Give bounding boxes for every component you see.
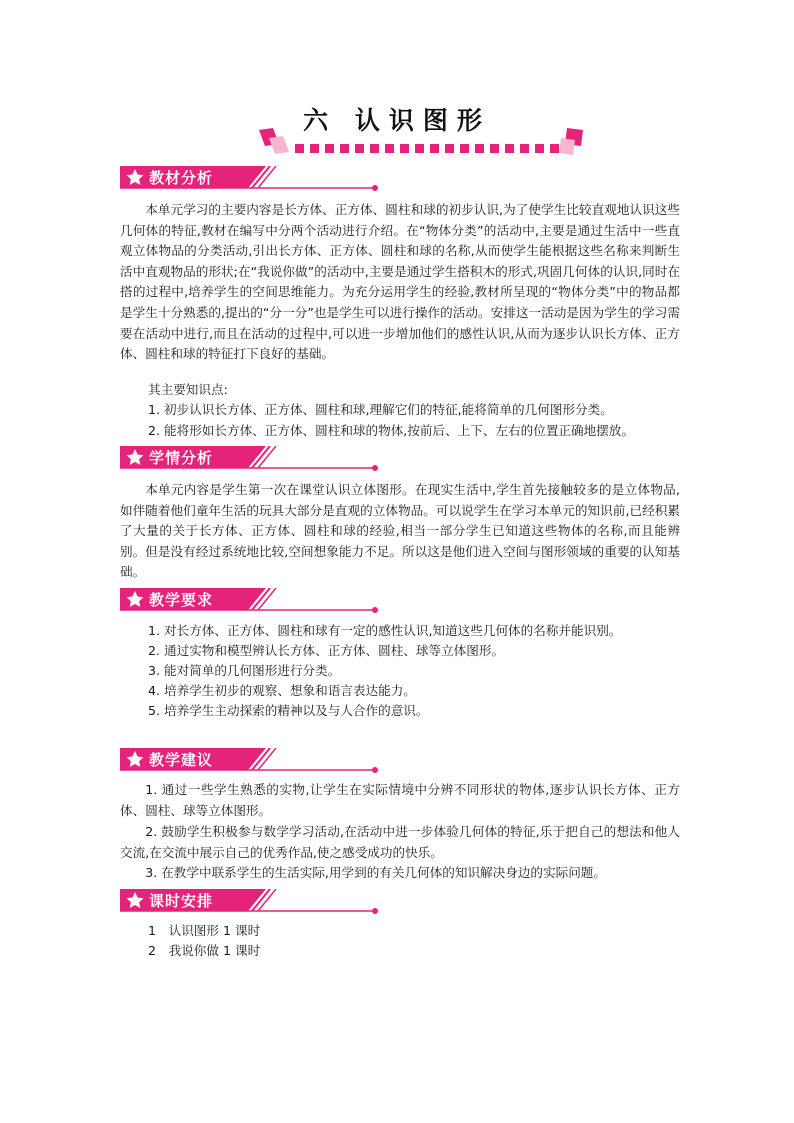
- list-item: 1. 对长方体、正方体、圆柱和球有一定的感性认识,知道这些几何体的名称并能识别。: [148, 623, 622, 638]
- list-item: 2 我说你做 1 课时: [148, 943, 261, 958]
- section-header-analysis: [120, 166, 380, 194]
- suggestion-item: 1. 通过一些学生熟悉的实物,让学生在实际情境中分辨不同形状的物体,逐步认识长方体、正方体、圆柱、球等立体图形。: [120, 782, 680, 818]
- analysis-paragraph: 本单元学习的主要内容是长方体、正方体、圆柱和球的初步认识,为了使学生比较直观地认识这些几何体的特征,教材在编写中分两个活动进行介绍。在“物体分类”的活动中,主要是通过生活中一些直观立体物品的分类活动,引出长方体、正方体、圆柱和球的名称,从而使学生能根据这些名称来判断生活中直观物品的形状;在“我说你做”的活动中,主要是通过学生搭积木的形式,巩固几何体的认识,同时在搭的过程中,培养学生的空间思维能力。为充分运用学生的经验,教材所呈现的“物体分类”中的物品都是学生十分熟悉的,提出的“分一分”也是学生可以进行操作的活动。安排这一活动是因为学生的学习需要在活动中进行,而且在活动的过程中,可以进一步增加他们的感性认识,从而为逐步认识长方体、正方体、圆柱和球的特征打下良好的基础。: [120, 202, 680, 362]
- section-heading: 学情分析: [149, 449, 214, 467]
- points-intro: 其主要知识点:: [148, 382, 228, 397]
- page-title: 六 认识图形: [303, 106, 491, 135]
- section-header-schedule: [120, 889, 380, 917]
- list-item: 2. 能将形如长方体、正方体、圆柱和球的物体,按前后、上下、左右的位置正确地摆放。: [148, 423, 634, 438]
- title-decoration: [255, 126, 590, 158]
- section-heading: 教材分析: [149, 169, 214, 187]
- list-item: 1 认识图形 1 课时: [148, 923, 261, 938]
- list-item: 4. 培养学生初步的观察、想象和语言表达能力。: [148, 683, 416, 698]
- section-heading: 教学建议: [149, 751, 214, 769]
- section-header-students: [120, 446, 380, 474]
- list-item: 5. 培养学生主动探索的精神以及与人合作的意识。: [148, 703, 429, 718]
- section-header-suggestions: [120, 748, 380, 776]
- section-heading: 课时安排: [149, 892, 214, 910]
- suggestion-item: 3. 在教学中联系学生的生活实际,用学到的有关几何体的知识解决身边的实际问题。: [145, 865, 606, 880]
- section-heading: 教学要求: [149, 591, 214, 609]
- suggestion-item: 2. 鼓励学生积极参与数学学习活动,在活动中进一步体验几何体的特征,乐于把自己的想法和他人交流,在交流中展示自己的优秀作品,使之感受成功的快乐。: [120, 824, 680, 860]
- students-paragraph: 本单元内容是学生第一次在课堂认识立体图形。在现实生活中,学生首先接触较多的是立体物品,如伴随着他们童年生活的玩具大部分是直观的立体物品。可以说学生在学习本单元的知识前,已经积累了大量的关于长方体、正方体、圆柱和球的经验,相当一部分学生已知道这些物体的名称,而且能辨别。但是没有经过系统地比较,空间想象能力不足。所以这是他们进入空间与图形领域的重要的认知基础。: [120, 482, 680, 580]
- section-header-requirements: [120, 588, 380, 616]
- list-item: 1. 初步认识长方体、正方体、圆柱和球,理解它们的特征,能将简单的几何图形分类。: [148, 402, 613, 417]
- list-item: 3. 能对简单的几何图形进行分类。: [148, 663, 341, 678]
- list-item: 2. 通过实物和模型辨认长方体、正方体、圆柱、球等立体图形。: [148, 643, 505, 658]
